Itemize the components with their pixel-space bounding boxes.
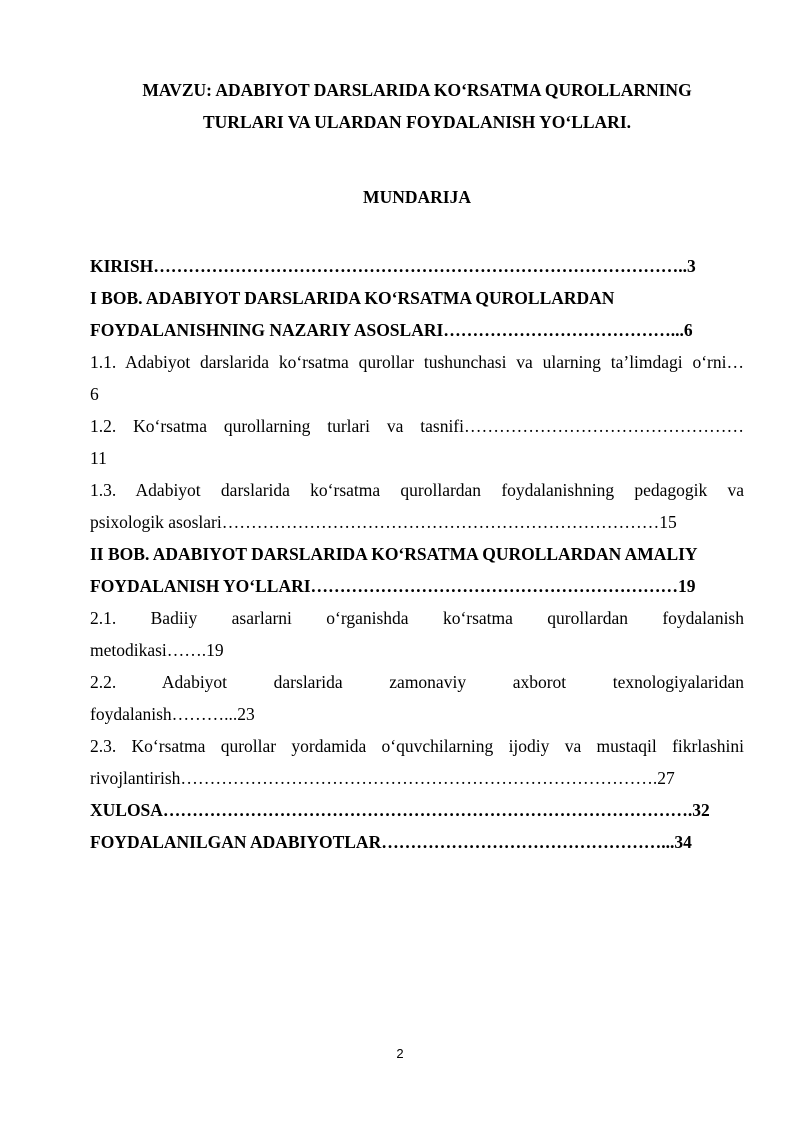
toc-heading: MUNDARIJA	[363, 187, 471, 207]
toc-entry-bob1-line1[interactable]: I BOB. ADABIYOT DARSLARIDA KO‘RSATMA QUROLLARDAN	[90, 288, 615, 308]
title-line-2: TURLARI VA ULARDAN FOYDALANISH YO‘LLARI.	[203, 112, 631, 132]
toc-entry-bob1-line2[interactable]: FOYDALANISHNING NAZARIY ASOSLARI…………………………………...6	[90, 320, 693, 340]
toc-entry-2-3-line1[interactable]: 2.3. Ko‘rsatma qurollar yordamida o‘quvchilarning ijodiy va mustaqil fikrlashini	[90, 736, 744, 756]
toc-entry-adabiyotlar[interactable]: FOYDALANILGAN ADABIYOTLAR…………………………………………...34	[90, 832, 692, 852]
toc-entry-2-2-line1[interactable]: 2.2. Adabiyot darslarida zamonaviy axborot texnologiyalaridan	[90, 672, 744, 692]
document-title	[90, 74, 744, 138]
toc-entry-1-1-line1[interactable]: 1.1. Adabiyot darslarida ko‘rsatma qurollar tushunchasi va ularning ta’limdagi o‘rni…	[90, 352, 744, 372]
title-line-1: MAVZU: ADABIYOT DARSLARIDA KO‘RSATMA QUROLLARNING	[142, 80, 692, 100]
toc-entry-1-2-line1[interactable]: 1.2. Ko‘rsatma qurollarning turlari va tasnifi…………………………………………	[90, 416, 744, 436]
toc-entry-1-1-page[interactable]: 6	[90, 384, 99, 404]
toc-entry-1-3-line1[interactable]: 1.3. Adabiyot darslarida ko‘rsatma qurollardan foydalanishning pedagogik va	[90, 480, 744, 500]
toc-entry-bob2-line2[interactable]: FOYDALANISH YO‘LLARI………………………………………………………19	[90, 576, 696, 596]
toc-entry-2-2-line2[interactable]: foydalanish………...23	[90, 704, 255, 724]
toc-entry-2-3-line2[interactable]: rivojlantirish……………………………………………………………………….27	[90, 768, 675, 788]
table-of-contents	[90, 250, 744, 858]
toc-entry-2-1-line2[interactable]: metodikasi…….19	[90, 640, 224, 660]
page-number: 2	[396, 1046, 404, 1061]
toc-entry-bob2-line1[interactable]: II BOB. ADABIYOT DARSLARIDA KO‘RSATMA QUROLLARDAN AMALIY	[90, 544, 698, 564]
toc-entry-1-2-page[interactable]: 11	[90, 448, 107, 468]
toc-entry-xulosa[interactable]: XULOSA……………………………………………………………………………….32	[90, 800, 710, 820]
toc-entry-2-1-line1[interactable]: 2.1. Badiiy asarlarni o‘rganishda ko‘rsatma qurollardan foydalanish	[90, 608, 744, 628]
toc-entry-1-3-line2[interactable]: psixologik asoslari…………………………………………………………………15	[90, 512, 677, 532]
toc-entry-kirish[interactable]: KIRISH………………………………………………………………………………..3	[90, 256, 696, 276]
